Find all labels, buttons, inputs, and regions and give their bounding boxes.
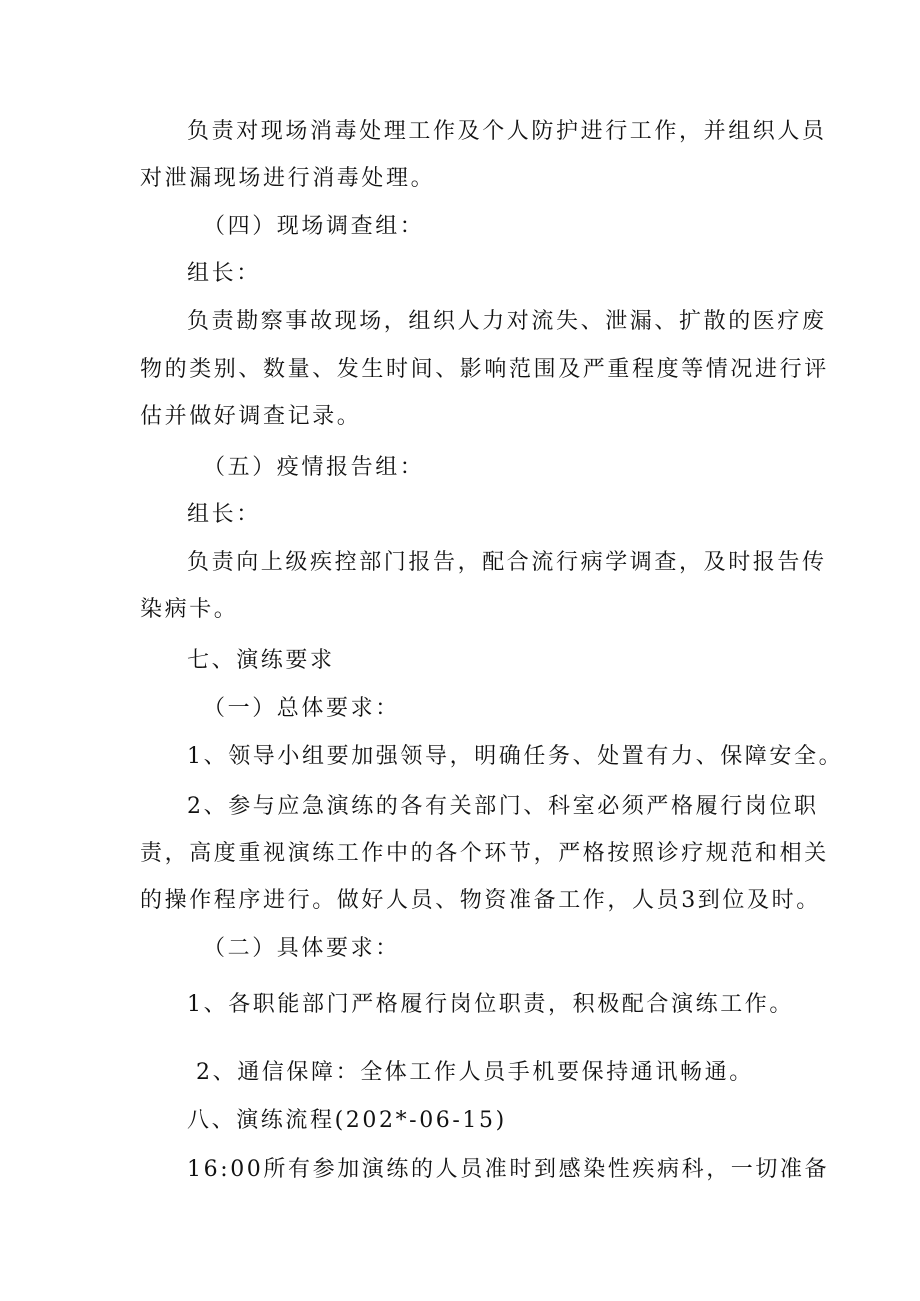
chapter-heading-7: 七、演练要求 [187, 648, 335, 673]
requirement-item-1: 1、领导小组要加强领导，明确任务、处置有力、保障安全。 [187, 744, 844, 769]
paragraph-line-8: 责，高度重视演练工作中的各个环节，严格按照诊疗规范和相关 [140, 841, 829, 866]
paragraph-line-2: 对泄漏现场进行消毒处理。 [140, 166, 436, 191]
paragraph-line-10: 16:00所有参加演练的人员准时到感染性疾病科，一切准备 [187, 1157, 830, 1182]
section-heading-overall: （一）总体要求： [203, 696, 400, 721]
specific-item-2: 2、通信保障：全体工作人员手机要保持通讯畅通。 [196, 1060, 754, 1085]
paragraph-line-3: 负责勘察事故现场，组织人力对流失、泄漏、扩散的医疗废 [187, 309, 827, 334]
section-heading-5: （五）疫情报告组： [203, 455, 425, 480]
paragraph-line-9: 的操作程序进行。做好人员、物资准备工作，人员3到位及时。 [140, 888, 821, 913]
specific-item-1: 1、各职能部门严格履行岗位职责，积极配合演练工作。 [187, 992, 794, 1017]
group-leader-label-5: 组长： [187, 502, 261, 527]
section-heading-4: （四）现场调查组： [203, 214, 425, 239]
paragraph-line-7: 染病卡。 [140, 597, 239, 622]
paragraph-line-5: 估并做好调查记录。 [140, 404, 362, 429]
paragraph-line-1: 负责对现场消毒处理工作及个人防护进行工作，并组织人员 [187, 119, 827, 144]
chapter-heading-8: 八、演练流程(202*-06-15) [187, 1108, 507, 1133]
requirement-item-2: 2、参与应急演练的各有关部门、科室必须严格履行岗位职 [187, 794, 819, 819]
paragraph-line-4: 物的类别、数量、发生时间、影响范围及严重程度等情况进行评 [140, 357, 829, 382]
paragraph-line-6: 负责向上级疾控部门报告，配合流行病学调查，及时报告传 [187, 550, 827, 575]
group-leader-label-4: 组长： [187, 261, 261, 286]
section-heading-specific: （二）具体要求： [203, 936, 400, 961]
